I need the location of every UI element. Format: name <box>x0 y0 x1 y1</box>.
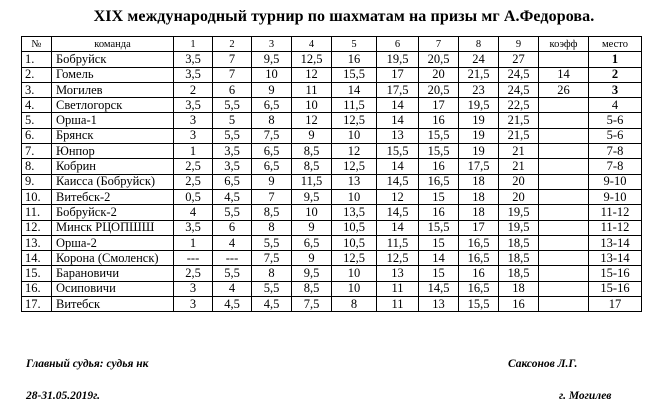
coefficient <box>539 235 589 250</box>
chief-judge-name: Саксонов Л.Г. <box>508 358 578 370</box>
round-score: 6,5 <box>252 144 292 159</box>
round-score: 14 <box>377 98 419 113</box>
round-score: 15 <box>419 235 459 250</box>
round-score: 10 <box>332 266 377 281</box>
team-name: Каисса (Бобруйск) <box>52 174 174 189</box>
table-row <box>22 235 642 250</box>
table-row <box>22 67 642 82</box>
round-score: 3 <box>174 128 213 143</box>
round-score: 18,5 <box>499 251 539 266</box>
round-score: 2,5 <box>174 174 213 189</box>
column-header: 9 <box>499 37 539 52</box>
round-score: 16 <box>419 113 459 128</box>
team-name: Орша-2 <box>52 235 174 250</box>
round-score: 21,5 <box>499 128 539 143</box>
coefficient <box>539 98 589 113</box>
row-number: 2. <box>22 67 52 82</box>
results-body <box>22 52 642 312</box>
round-score: 10 <box>332 128 377 143</box>
place: 15-16 <box>589 266 642 281</box>
round-score: 14 <box>377 220 419 235</box>
table-row <box>22 205 642 220</box>
round-score: 16,5 <box>459 251 499 266</box>
round-score: 20,5 <box>419 52 459 67</box>
column-header: 1 <box>174 37 213 52</box>
place: 9-10 <box>589 189 642 204</box>
row-number: 10. <box>22 189 52 204</box>
round-score: 11 <box>377 281 419 296</box>
tournament-dates: 28-31.05.2019г. <box>26 390 101 402</box>
round-score: 3,5 <box>213 159 252 174</box>
round-score: 7 <box>252 189 292 204</box>
round-score: 18,5 <box>499 235 539 250</box>
round-score: 7,5 <box>252 251 292 266</box>
place: 2 <box>589 67 642 82</box>
table-row <box>22 113 642 128</box>
column-header: 3 <box>252 37 292 52</box>
place: 3 <box>589 82 642 97</box>
team-name: Брянск <box>52 128 174 143</box>
round-score: 10,5 <box>332 235 377 250</box>
place: 4 <box>589 98 642 113</box>
page-title: XIX международный турнир по шахматам на призы мг А.Федорова. <box>93 8 595 25</box>
round-score: 15,5 <box>377 144 419 159</box>
place: 9-10 <box>589 174 642 189</box>
round-score: 5,5 <box>213 128 252 143</box>
round-score: 15 <box>419 266 459 281</box>
round-score: 21 <box>499 144 539 159</box>
round-score: 17,5 <box>459 159 499 174</box>
team-name: Минск РЦОПШШ <box>52 220 174 235</box>
round-score: 21 <box>499 159 539 174</box>
round-score: 12 <box>377 189 419 204</box>
team-name: Осиповичи <box>52 281 174 296</box>
round-score: 22,5 <box>499 98 539 113</box>
round-score: 19,5 <box>377 52 419 67</box>
row-number: 14. <box>22 251 52 266</box>
round-score: 18,5 <box>499 266 539 281</box>
coefficient <box>539 205 589 220</box>
round-score: 15,5 <box>419 220 459 235</box>
round-score: 15,5 <box>419 144 459 159</box>
round-score: 7,5 <box>292 297 332 312</box>
round-score: 4 <box>213 281 252 296</box>
round-score: 8 <box>332 297 377 312</box>
team-name: Витебск <box>52 297 174 312</box>
round-score: 14 <box>332 82 377 97</box>
round-score: 15,5 <box>459 297 499 312</box>
round-score: 7 <box>213 67 252 82</box>
coefficient <box>539 251 589 266</box>
row-number: 16. <box>22 281 52 296</box>
round-score: 9 <box>292 251 332 266</box>
round-score: 20 <box>499 174 539 189</box>
column-header: команда <box>52 37 174 52</box>
round-score: 10 <box>292 205 332 220</box>
round-score: 18 <box>459 205 499 220</box>
round-score: 24,5 <box>499 82 539 97</box>
row-number: 12. <box>22 220 52 235</box>
round-score: 12,5 <box>292 52 332 67</box>
place: 7-8 <box>589 144 642 159</box>
round-score: 24 <box>459 52 499 67</box>
team-name: Барановичи <box>52 266 174 281</box>
round-score: 12,5 <box>377 251 419 266</box>
round-score: 12,5 <box>332 251 377 266</box>
round-score: 14,5 <box>377 174 419 189</box>
place: 5-6 <box>589 113 642 128</box>
coefficient <box>539 52 589 67</box>
round-score: 8 <box>252 113 292 128</box>
team-name: Могилев <box>52 82 174 97</box>
round-score: 6 <box>213 82 252 97</box>
table-row <box>22 189 642 204</box>
round-score: 11,5 <box>332 98 377 113</box>
round-score: 17,5 <box>377 82 419 97</box>
team-name: Бобруйск <box>52 52 174 67</box>
table-row <box>22 281 642 296</box>
round-score: 12 <box>332 144 377 159</box>
round-score: 16,5 <box>419 174 459 189</box>
round-score: 5,5 <box>213 98 252 113</box>
round-score: 7 <box>213 52 252 67</box>
team-name: Юнпор <box>52 144 174 159</box>
round-score: 19,5 <box>459 98 499 113</box>
coefficient <box>539 174 589 189</box>
place: 11-12 <box>589 205 642 220</box>
round-score: 9,5 <box>292 266 332 281</box>
round-score: 17 <box>377 67 419 82</box>
round-score: 11 <box>292 82 332 97</box>
round-score: 0,5 <box>174 189 213 204</box>
round-score: 12,5 <box>332 113 377 128</box>
place: 1 <box>589 52 642 67</box>
round-score: 6,5 <box>213 174 252 189</box>
coefficient <box>539 281 589 296</box>
round-score: 5 <box>213 113 252 128</box>
round-score: 1 <box>174 235 213 250</box>
place: 11-12 <box>589 220 642 235</box>
round-score: 21,5 <box>459 67 499 82</box>
coefficient <box>539 159 589 174</box>
round-score: 17 <box>419 98 459 113</box>
round-score: 7,5 <box>252 128 292 143</box>
round-score: 13 <box>377 266 419 281</box>
coefficient <box>539 113 589 128</box>
team-name: Гомель <box>52 67 174 82</box>
round-score: 8 <box>252 220 292 235</box>
team-name: Бобруйск-2 <box>52 205 174 220</box>
column-header: коэфф <box>539 37 589 52</box>
table-row <box>22 266 642 281</box>
coefficient <box>539 297 589 312</box>
place: 13-14 <box>589 235 642 250</box>
round-score: 24,5 <box>499 67 539 82</box>
round-score: 6,5 <box>292 235 332 250</box>
round-score: 5,5 <box>213 205 252 220</box>
row-number: 6. <box>22 128 52 143</box>
round-score: 20 <box>419 67 459 82</box>
coefficient <box>539 266 589 281</box>
round-score: 6,5 <box>252 98 292 113</box>
round-score: 21,5 <box>499 113 539 128</box>
round-score: 18 <box>459 174 499 189</box>
team-name: Светлогорск <box>52 98 174 113</box>
round-score: 14,5 <box>377 205 419 220</box>
round-score: 20,5 <box>419 82 459 97</box>
tournament-city: г. Могилев <box>559 390 612 402</box>
round-score: 13 <box>332 174 377 189</box>
round-score: 14 <box>377 113 419 128</box>
round-score: 3,5 <box>174 98 213 113</box>
column-header: 5 <box>332 37 377 52</box>
round-score: 10 <box>252 67 292 82</box>
row-number: 9. <box>22 174 52 189</box>
place: 17 <box>589 297 642 312</box>
column-header: 2 <box>213 37 252 52</box>
coefficient <box>539 128 589 143</box>
round-score: 3,5 <box>174 52 213 67</box>
round-score: 9 <box>292 220 332 235</box>
round-score: 19 <box>459 128 499 143</box>
round-score: 11,5 <box>292 174 332 189</box>
table-row <box>22 174 642 189</box>
column-header: 6 <box>377 37 419 52</box>
row-number: 8. <box>22 159 52 174</box>
round-score: 4,5 <box>213 189 252 204</box>
table-row <box>22 128 642 143</box>
round-score: 16 <box>419 205 459 220</box>
table-row <box>22 297 642 312</box>
place: 7-8 <box>589 159 642 174</box>
round-score: 12 <box>292 113 332 128</box>
round-score: 6,5 <box>252 159 292 174</box>
round-score: 11,5 <box>377 235 419 250</box>
round-score: 19,5 <box>499 205 539 220</box>
row-number: 1. <box>22 52 52 67</box>
round-score: 23 <box>459 82 499 97</box>
place: 15-16 <box>589 281 642 296</box>
round-score: 16,5 <box>459 281 499 296</box>
round-score: 6 <box>213 220 252 235</box>
table-row <box>22 98 642 113</box>
column-header: 4 <box>292 37 332 52</box>
round-score: 10 <box>332 189 377 204</box>
round-score: 2,5 <box>174 266 213 281</box>
round-score: --- <box>213 251 252 266</box>
round-score: 5,5 <box>252 281 292 296</box>
round-score: 17 <box>459 220 499 235</box>
round-score: 16 <box>332 52 377 67</box>
table-row <box>22 220 642 235</box>
round-score: 9 <box>252 174 292 189</box>
round-score: 14 <box>377 159 419 174</box>
row-number: 13. <box>22 235 52 250</box>
round-score: 16 <box>459 266 499 281</box>
round-score: 2 <box>174 82 213 97</box>
header-row <box>22 37 642 52</box>
round-score: 3 <box>174 281 213 296</box>
round-score: 10 <box>332 281 377 296</box>
place: 13-14 <box>589 251 642 266</box>
coefficient: 26 <box>539 82 589 97</box>
round-score: 12,5 <box>332 159 377 174</box>
round-score: 8,5 <box>292 159 332 174</box>
row-number: 15. <box>22 266 52 281</box>
row-number: 4. <box>22 98 52 113</box>
round-score: 15,5 <box>332 67 377 82</box>
round-score: 9,5 <box>252 52 292 67</box>
place: 5-6 <box>589 128 642 143</box>
round-score: 5,5 <box>213 266 252 281</box>
coefficient <box>539 220 589 235</box>
column-header: 8 <box>459 37 499 52</box>
table-row <box>22 159 642 174</box>
round-score: 15 <box>419 189 459 204</box>
team-name: Орша-1 <box>52 113 174 128</box>
round-score: 20 <box>499 189 539 204</box>
column-header: 7 <box>419 37 459 52</box>
row-number: 5. <box>22 113 52 128</box>
round-score: 4,5 <box>213 297 252 312</box>
round-score: 14,5 <box>419 281 459 296</box>
round-score: --- <box>174 251 213 266</box>
row-number: 3. <box>22 82 52 97</box>
round-score: 9,5 <box>292 189 332 204</box>
round-score: 14 <box>419 251 459 266</box>
round-score: 5,5 <box>252 235 292 250</box>
round-score: 13 <box>419 297 459 312</box>
column-header: № <box>22 37 52 52</box>
round-score: 13,5 <box>332 205 377 220</box>
round-score: 12 <box>292 67 332 82</box>
round-score: 3 <box>174 113 213 128</box>
round-score: 4 <box>174 205 213 220</box>
round-score: 19 <box>459 144 499 159</box>
round-score: 4 <box>213 235 252 250</box>
round-score: 18 <box>459 189 499 204</box>
table-row <box>22 144 642 159</box>
round-score: 3,5 <box>174 220 213 235</box>
round-score: 8,5 <box>292 281 332 296</box>
round-score: 3,5 <box>174 67 213 82</box>
row-number: 7. <box>22 144 52 159</box>
round-score: 9 <box>252 82 292 97</box>
column-header: место <box>589 37 642 52</box>
round-score: 19 <box>459 113 499 128</box>
round-score: 9 <box>292 128 332 143</box>
round-score: 19,5 <box>499 220 539 235</box>
round-score: 16 <box>499 297 539 312</box>
round-score: 16 <box>419 159 459 174</box>
coefficient: 14 <box>539 67 589 82</box>
round-score: 13 <box>377 128 419 143</box>
round-score: 1 <box>174 144 213 159</box>
round-score: 16,5 <box>459 235 499 250</box>
round-score: 15,5 <box>419 128 459 143</box>
round-score: 11 <box>377 297 419 312</box>
team-name: Корона (Смоленск) <box>52 251 174 266</box>
round-score: 3 <box>174 297 213 312</box>
table-row <box>22 82 642 97</box>
round-score: 27 <box>499 52 539 67</box>
round-score: 4,5 <box>252 297 292 312</box>
round-score: 3,5 <box>213 144 252 159</box>
table-row <box>22 251 642 266</box>
round-score: 8 <box>252 266 292 281</box>
team-name: Кобрин <box>52 159 174 174</box>
results-table <box>21 36 642 312</box>
round-score: 10 <box>292 98 332 113</box>
round-score: 2,5 <box>174 159 213 174</box>
round-score: 8,5 <box>252 205 292 220</box>
table-row <box>22 52 642 67</box>
coefficient <box>539 189 589 204</box>
round-score: 18 <box>499 281 539 296</box>
row-number: 11. <box>22 205 52 220</box>
row-number: 17. <box>22 297 52 312</box>
round-score: 8,5 <box>292 144 332 159</box>
team-name: Витебск-2 <box>52 189 174 204</box>
coefficient <box>539 144 589 159</box>
chief-judge-label: Главный судья: судья нк <box>26 358 149 370</box>
round-score: 10,5 <box>332 220 377 235</box>
